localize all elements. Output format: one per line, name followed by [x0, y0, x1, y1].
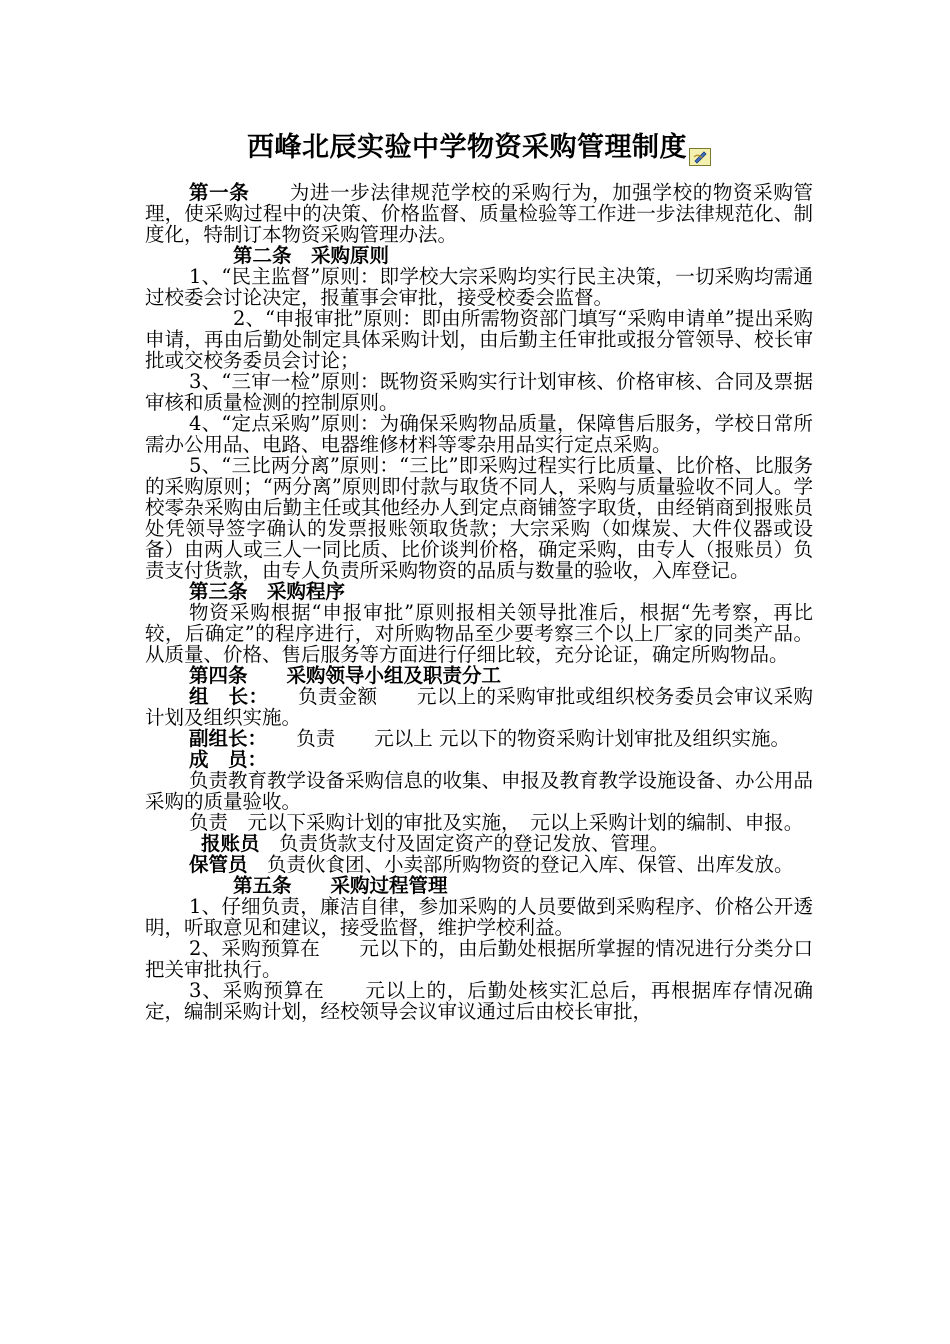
article-1-heading: 第一条 [189, 181, 250, 204]
article-4-accountant [145, 833, 813, 854]
vice-leader-label: 副组长： [189, 727, 258, 750]
article-2-item-4: 4、“定点采购”原则：为确保采购物品质量，保障售后服务，学校日常所需办公用品、电路、电器维修材料等零杂用品实行定点采购。 [145, 412, 813, 456]
article-5-heading-row [145, 875, 813, 896]
article-1 [145, 182, 813, 245]
leader-text: 负责金额 元以上的采购审批或组织校务委员会审议采购计划及组织实施。 [145, 685, 813, 729]
article-4-member-row [145, 749, 813, 770]
article-3-heading-row [145, 581, 813, 602]
document-page [145, 128, 813, 1022]
article-4-leader [145, 686, 813, 728]
article-5-heading: 第五条 采购过程管理 [233, 874, 448, 897]
article-4-heading-row [145, 665, 813, 686]
article-5-item-1: 1、仔细负责，廉洁自律，参加采购的人员要做到采购程序、价格公开透明，听取意见和建议，接受监督，维护学校利益。 [145, 895, 813, 939]
article-2-heading-row [145, 245, 813, 266]
article-4-heading: 第四条 采购领导小组及职责分工 [189, 664, 502, 687]
article-3-heading: 第三条 采购程序 [189, 580, 346, 603]
article-3-text: 物资采购根据“申报审批”原则报相关领导批准后，根据“先考察，再比较，后确定”的程序进行，对所购物品至少要考察三个以上厂家的同类产品。从质量、价格、售后服务等方面进行仔细比较，充分论证，确定所购物品。 [145, 601, 813, 666]
article-4-member-duty-2: 负责 元以下采购计划的审批及实施， 元以上采购计划的编制、申报。 [189, 811, 804, 834]
article-2-item-5: 5、“三比两分离”原则：“三比”即采购过程实行比质量、比价格、比服务的采购原则；“两分离”原则即付款与取货不同人，采购与质量验收不同人。学校零杂采购由后勤主任或其他经办人到定点商铺签字取货，由经销商到报账员处凭领导签字确认的发票报账领取货款；大宗采购（如煤炭、大件仪器或设备）由两人或三人一同比质、比价谈判价格，确定采购，由专人（报账员）负责支付货款，由专人负责所采购物资的品质与数量的验收，入库登记。 [145, 454, 813, 582]
doc-note-icon [689, 138, 711, 156]
article-5-item-2: 2、采购预算在 元以下的，由后勤处根据所掌握的情况进行分类分口把关审批执行。 [145, 937, 813, 981]
article-4-vice-leader [145, 728, 813, 749]
article-2-heading: 第二条 采购原则 [233, 244, 390, 267]
article-1-gap [249, 181, 289, 204]
article-2-item-1: 1、“民主监督”原则：即学校大宗采购均实行民主决策，一切采购均需通过校委会讨论决定，报董事会审批，接受校委会监督。 [145, 265, 813, 309]
keeper-label: 保管员 [189, 853, 248, 876]
article-4-member-duty-1: 负责教育教学设备采购信息的收集、申报及教育教学设施设备、办公用品采购的质量验收。 [145, 769, 814, 813]
vice-leader-text: 负责 元以上 元以下的物资采购计划审批及组织实施。 [257, 727, 790, 750]
document-title-row [145, 128, 813, 168]
article-2-item-3: 3、“三审一检”原则：既物资采购实行计划审核、价格审核、合同及票据审核和质量检测的控制原则。 [145, 370, 813, 414]
accountant-label: 报账员 [201, 832, 260, 855]
member-label: 成 员： [189, 748, 268, 771]
article-4-keeper [145, 854, 813, 875]
accountant-text: 负责货款支付及固定资产的登记发放、管理。 [259, 832, 670, 855]
document-title: 西峰北辰实验中学物资采购管理制度 [247, 132, 687, 163]
article-2-item-2: 2、“申报审批”原则：即由所需物资部门填写“采购申请单”提出采购申请，再由后勤处制定具体采购计划，由后勤主任审批或报分管领导、校长审批或交校务委员会讨论； [145, 307, 813, 372]
leader-label: 组 长： [189, 685, 259, 708]
keeper-text: 负责伙食团、小卖部所购物资的登记入库、保管、出库发放。 [247, 853, 794, 876]
article-1-text: 为进一步法律规范学校的采购行为，加强学校的物资采购管理，使采购过程中的决策、价格监督、质量检验等工作进一步法律规范化、制度化，特制订本物资采购管理办法。 [145, 181, 813, 246]
article-5-item-3: 3、采购预算在 元以上的，后勤处核实汇总后，再根据库存情况确定，编制采购计划，经校领导会议审议通过后由校长审批， [145, 979, 813, 1023]
